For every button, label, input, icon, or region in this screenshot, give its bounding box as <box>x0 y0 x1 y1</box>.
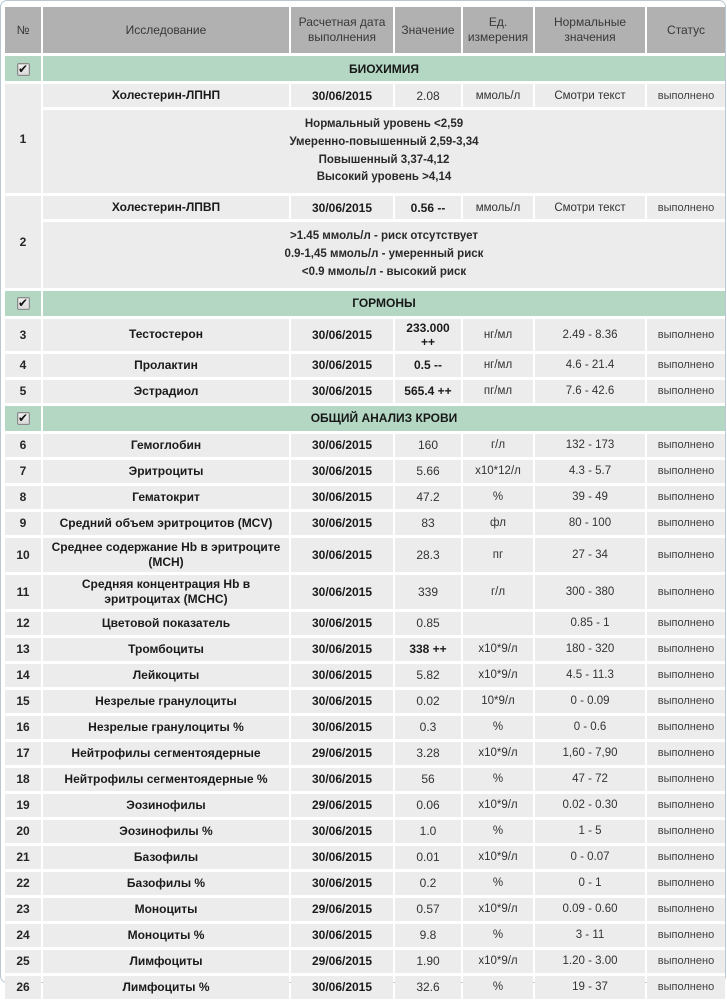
test-normal-range: 1.20 - 3.00 <box>535 950 645 973</box>
test-number: 3 <box>5 319 41 351</box>
section-checkbox-cell <box>5 291 41 316</box>
test-normal-range: 0 - 0.09 <box>535 690 645 713</box>
test-normal-range: 0 - 0.6 <box>535 716 645 739</box>
note-line: Повышенный 3,37-4,12 <box>318 153 450 166</box>
checkbox-checked-icon[interactable]: ✔ <box>17 61 29 76</box>
note-line: Высокий уровень >4,14 <box>316 171 452 184</box>
test-date: 30/06/2015 <box>291 575 393 609</box>
test-unit: нг/мл <box>463 319 533 351</box>
section-title: ОБЩИЙ АНАЛИЗ КРОВИ <box>43 406 725 431</box>
test-normal-range: 39 - 49 <box>535 486 645 509</box>
test-value: 0.06 <box>395 794 461 817</box>
test-number: 22 <box>5 872 41 895</box>
test-number: 9 <box>5 512 41 535</box>
test-value: 160 <box>395 434 461 457</box>
test-value: 0.5 -- <box>395 354 461 377</box>
test-date: 30/06/2015 <box>291 512 393 535</box>
test-date: 30/06/2015 <box>291 820 393 843</box>
test-value: 0.2 <box>395 872 461 895</box>
test-status: выполнено <box>647 664 725 687</box>
checkbox-checked-icon[interactable]: ✔ <box>17 296 29 311</box>
section-checkbox-cell <box>5 406 41 431</box>
test-value: 233.000 ++ <box>395 319 461 351</box>
test-date: 30/06/2015 <box>291 976 393 999</box>
test-status: выполнено <box>647 460 725 483</box>
test-unit: х10*9/л <box>463 950 533 973</box>
test-number: 19 <box>5 794 41 817</box>
test-unit: ммоль/л <box>463 84 533 107</box>
test-status: выполнено <box>647 898 725 921</box>
column-header-number: № <box>5 7 41 53</box>
test-status: выполнено <box>647 486 725 509</box>
test-name: Тромбоциты <box>43 638 289 661</box>
test-status: выполнено <box>647 84 725 107</box>
test-date: 29/06/2015 <box>291 742 393 765</box>
column-header-study: Исследование <box>43 7 289 53</box>
test-status: выполнено <box>647 794 725 817</box>
test-unit: х10*12/л <box>463 460 533 483</box>
test-status: выполнено <box>647 196 725 219</box>
test-name: Эозинофилы <box>43 794 289 817</box>
test-number: 1 <box>5 84 41 193</box>
test-unit: пг/мл <box>463 380 533 403</box>
test-normal-range: 300 - 380 <box>535 575 645 609</box>
test-normal-range: Смотри текст <box>535 196 645 219</box>
test-name: Незрелые гранулоциты % <box>43 716 289 739</box>
note-line: <0.9 ммоль/л - высокий риск <box>301 265 467 278</box>
test-row <box>5 872 725 895</box>
test-date: 29/06/2015 <box>291 794 393 817</box>
test-date: 30/06/2015 <box>291 716 393 739</box>
section-title: БИОХИМИЯ <box>43 56 725 81</box>
test-normal-range: 0.85 - 1 <box>535 612 645 635</box>
test-value: 1.90 <box>395 950 461 973</box>
test-row <box>5 716 725 739</box>
test-value: 0.02 <box>395 690 461 713</box>
note-line: Умеренно-повышенный 2,59-3,34 <box>289 135 479 148</box>
test-value: 339 <box>395 575 461 609</box>
test-name: Лимфоциты <box>43 950 289 973</box>
test-note <box>43 222 725 287</box>
test-name: Нейтрофилы сегментоядерные <box>43 742 289 765</box>
test-normal-range: 7.6 - 42.6 <box>535 380 645 403</box>
test-row <box>5 898 725 921</box>
test-row <box>5 354 725 377</box>
test-unit: % <box>463 486 533 509</box>
test-value: 0.56 -- <box>395 196 461 219</box>
test-unit: г/л <box>463 434 533 457</box>
test-normal-range: 47 - 72 <box>535 768 645 791</box>
section-checkbox-cell <box>5 56 41 81</box>
test-date: 30/06/2015 <box>291 690 393 713</box>
test-value: 28.3 <box>395 538 461 572</box>
test-name: Моноциты % <box>43 924 289 947</box>
test-number: 6 <box>5 434 41 457</box>
test-row <box>5 690 725 713</box>
test-number: 7 <box>5 460 41 483</box>
test-unit: пг <box>463 538 533 572</box>
test-number: 5 <box>5 380 41 403</box>
test-name: Гемоглобин <box>43 434 289 457</box>
test-normal-range: 4.5 - 11.3 <box>535 664 645 687</box>
test-date: 30/06/2015 <box>291 872 393 895</box>
test-name: Пролактин <box>43 354 289 377</box>
test-unit: г/л <box>463 575 533 609</box>
test-value: 0.01 <box>395 846 461 869</box>
test-normal-range: 0.02 - 0.30 <box>535 794 645 817</box>
test-date: 30/06/2015 <box>291 486 393 509</box>
test-date: 30/06/2015 <box>291 638 393 661</box>
section-row <box>5 406 725 431</box>
test-name: Средний объем эритроцитов (MCV) <box>43 512 289 535</box>
results-table-body <box>5 56 725 999</box>
test-status: выполнено <box>647 768 725 791</box>
test-row <box>5 460 725 483</box>
test-value: 0.57 <box>395 898 461 921</box>
test-row <box>5 196 725 219</box>
test-row <box>5 976 725 999</box>
test-date: 29/06/2015 <box>291 950 393 973</box>
test-status: выполнено <box>647 690 725 713</box>
test-number: 23 <box>5 898 41 921</box>
test-number: 17 <box>5 742 41 765</box>
section-row <box>5 291 725 316</box>
test-name: Эозинофилы % <box>43 820 289 843</box>
test-date: 30/06/2015 <box>291 434 393 457</box>
test-unit: 10*9/л <box>463 690 533 713</box>
test-row <box>5 612 725 635</box>
column-header-value: Значение <box>395 7 461 53</box>
test-name: Эритроциты <box>43 460 289 483</box>
test-value: 0.3 <box>395 716 461 739</box>
test-status: выполнено <box>647 512 725 535</box>
test-number: 10 <box>5 538 41 572</box>
test-status: выполнено <box>647 354 725 377</box>
section-title: ГОРМОНЫ <box>43 291 725 316</box>
test-normal-range: 19 - 37 <box>535 976 645 999</box>
test-status: выполнено <box>647 924 725 947</box>
test-unit: % <box>463 716 533 739</box>
test-row <box>5 486 725 509</box>
lab-results-table <box>3 4 727 1002</box>
test-unit: х10*9/л <box>463 664 533 687</box>
test-unit: х10*9/л <box>463 638 533 661</box>
test-normal-range: 1 - 5 <box>535 820 645 843</box>
test-number: 20 <box>5 820 41 843</box>
test-row <box>5 319 725 351</box>
test-name: Базофилы <box>43 846 289 869</box>
test-row <box>5 768 725 791</box>
test-status: выполнено <box>647 846 725 869</box>
test-value: 5.82 <box>395 664 461 687</box>
test-date: 30/06/2015 <box>291 319 393 351</box>
test-row <box>5 794 725 817</box>
test-unit: % <box>463 820 533 843</box>
test-unit: х10*9/л <box>463 898 533 921</box>
test-name: Базофилы % <box>43 872 289 895</box>
note-line: 0.9-1,45 ммоль/л - умеренный риск <box>284 248 484 261</box>
test-normal-range: 0 - 1 <box>535 872 645 895</box>
test-name: Незрелые гранулоциты <box>43 690 289 713</box>
test-number: 26 <box>5 976 41 999</box>
test-row <box>5 950 725 973</box>
test-unit <box>463 612 533 635</box>
note-line: >1.45 ммоль/л - риск отсутствует <box>290 230 478 243</box>
test-name: Лимфоциты % <box>43 976 289 999</box>
test-date: 30/06/2015 <box>291 354 393 377</box>
test-normal-range: 180 - 320 <box>535 638 645 661</box>
test-status: выполнено <box>647 575 725 609</box>
test-status: выполнено <box>647 872 725 895</box>
test-number: 8 <box>5 486 41 509</box>
test-row <box>5 846 725 869</box>
test-normal-range: Смотри текст <box>535 84 645 107</box>
test-unit: нг/мл <box>463 354 533 377</box>
test-number: 25 <box>5 950 41 973</box>
test-unit: х10*9/л <box>463 846 533 869</box>
test-number: 4 <box>5 354 41 377</box>
test-status: выполнено <box>647 638 725 661</box>
test-row <box>5 638 725 661</box>
test-name: Гематокрит <box>43 486 289 509</box>
test-date: 30/06/2015 <box>291 924 393 947</box>
test-status: выполнено <box>647 434 725 457</box>
test-date: 29/06/2015 <box>291 898 393 921</box>
test-status: выполнено <box>647 742 725 765</box>
test-name: Тестостерон <box>43 319 289 351</box>
section-row <box>5 56 725 81</box>
test-normal-range: 2.49 - 8.36 <box>535 319 645 351</box>
test-status: выполнено <box>647 612 725 635</box>
test-status: выполнено <box>647 319 725 351</box>
test-value: 5.66 <box>395 460 461 483</box>
test-name: Холестерин-ЛПНП <box>43 84 289 107</box>
test-row <box>5 380 725 403</box>
test-number: 2 <box>5 196 41 287</box>
test-row <box>5 924 725 947</box>
test-unit: % <box>463 924 533 947</box>
test-name: Среднее содержание Hb в эритроците (MCH) <box>43 538 289 572</box>
column-header-normals: Нормальные значения <box>535 7 645 53</box>
test-normal-range: 27 - 34 <box>535 538 645 572</box>
test-unit: х10*9/л <box>463 794 533 817</box>
test-name: Нейтрофилы сегментоядерные % <box>43 768 289 791</box>
note-row <box>5 110 725 193</box>
test-normal-range: 4.3 - 5.7 <box>535 460 645 483</box>
test-unit: фл <box>463 512 533 535</box>
test-normal-range: 4.6 - 21.4 <box>535 354 645 377</box>
column-header-unit: Ед. измерения <box>463 7 533 53</box>
test-value: 1.0 <box>395 820 461 843</box>
test-value: 565.4 ++ <box>395 380 461 403</box>
note-row <box>5 222 725 287</box>
column-header-status: Статус <box>647 7 725 53</box>
test-note <box>43 110 725 193</box>
test-unit: % <box>463 768 533 791</box>
test-name: Холестерин-ЛПВП <box>43 196 289 219</box>
test-date: 30/06/2015 <box>291 460 393 483</box>
test-normal-range: 0 - 0.07 <box>535 846 645 869</box>
test-row <box>5 84 725 107</box>
test-unit: х10*9/л <box>463 742 533 765</box>
test-value: 338 ++ <box>395 638 461 661</box>
test-row <box>5 512 725 535</box>
test-number: 12 <box>5 612 41 635</box>
test-normal-range: 1,60 - 7,90 <box>535 742 645 765</box>
test-date: 30/06/2015 <box>291 538 393 572</box>
test-normal-range: 132 - 173 <box>535 434 645 457</box>
test-row <box>5 664 725 687</box>
test-date: 30/06/2015 <box>291 846 393 869</box>
test-status: выполнено <box>647 538 725 572</box>
test-name: Моноциты <box>43 898 289 921</box>
test-normal-range: 80 - 100 <box>535 512 645 535</box>
test-date: 30/06/2015 <box>291 380 393 403</box>
test-number: 13 <box>5 638 41 661</box>
test-number: 15 <box>5 690 41 713</box>
test-date: 30/06/2015 <box>291 664 393 687</box>
note-line: Нормальный уровень <2,59 <box>304 118 464 130</box>
test-value: 56 <box>395 768 461 791</box>
column-header-date: Расчетная дата выполнения <box>291 7 393 53</box>
test-value: 3.28 <box>395 742 461 765</box>
test-row <box>5 434 725 457</box>
test-value: 0.85 <box>395 612 461 635</box>
test-number: 24 <box>5 924 41 947</box>
test-status: выполнено <box>647 950 725 973</box>
test-date: 30/06/2015 <box>291 84 393 107</box>
test-unit: ммоль/л <box>463 196 533 219</box>
test-value: 2.08 <box>395 84 461 107</box>
test-row <box>5 742 725 765</box>
test-status: выполнено <box>647 716 725 739</box>
test-name: Лейкоциты <box>43 664 289 687</box>
test-number: 14 <box>5 664 41 687</box>
test-number: 16 <box>5 716 41 739</box>
test-row <box>5 820 725 843</box>
test-status: выполнено <box>647 380 725 403</box>
checkbox-checked-icon[interactable]: ✔ <box>17 411 29 426</box>
test-value: 9.8 <box>395 924 461 947</box>
test-number: 18 <box>5 768 41 791</box>
test-name: Средняя концентрация Hb в эритроцитах (MCHC) <box>43 575 289 609</box>
test-date: 30/06/2015 <box>291 612 393 635</box>
test-date: 30/06/2015 <box>291 768 393 791</box>
table-header-row <box>5 7 725 53</box>
test-row <box>5 575 725 609</box>
test-date: 30/06/2015 <box>291 196 393 219</box>
test-status: выполнено <box>647 820 725 843</box>
test-unit: % <box>463 872 533 895</box>
test-name: Эстрадиол <box>43 380 289 403</box>
test-unit: % <box>463 976 533 999</box>
test-value: 83 <box>395 512 461 535</box>
test-normal-range: 3 - 11 <box>535 924 645 947</box>
test-number: 21 <box>5 846 41 869</box>
test-normal-range: 0.09 - 0.60 <box>535 898 645 921</box>
test-value: 47.2 <box>395 486 461 509</box>
test-row <box>5 538 725 572</box>
test-name: Цветовой показатель <box>43 612 289 635</box>
test-value: 32.6 <box>395 976 461 999</box>
test-status: выполнено <box>647 976 725 999</box>
test-number: 11 <box>5 575 41 609</box>
